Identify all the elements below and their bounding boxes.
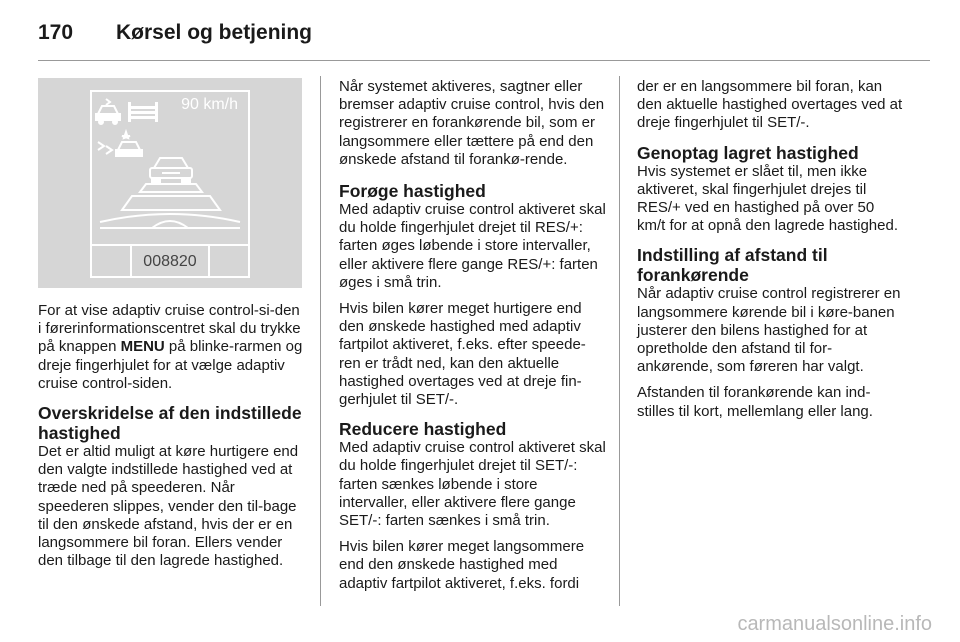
page-header <box>38 16 312 50</box>
menu-button-label: MENU <box>120 338 165 356</box>
vehicle-ahead-icon <box>96 99 120 124</box>
heading-decrease-speed: Reducere hastighed <box>339 419 507 440</box>
column-1 <box>38 78 306 578</box>
page-number: 170 <box>38 21 74 44</box>
distance-zone-icon <box>122 184 220 210</box>
column-divider <box>619 76 620 606</box>
heading-increase-speed: Forøge hastighed <box>339 181 486 202</box>
heading-distance-setting: Indstilling af afstand til forankørende <box>637 245 828 286</box>
column-2 <box>339 78 607 601</box>
lead-car-icon <box>150 158 192 184</box>
heading-resume-speed: Genoptag lagret hastighed <box>637 142 859 163</box>
decrease-paragraph-1: Med adaptiv cruise control aktiveret skal du holde fingerhjulet drejet til SET/-: farten sænkes løbende i store intervaller, eller aktivere flere gange SET/-: farten sænkes i små trin. <box>339 439 606 530</box>
intro-text-end: på blinke-rarmen og dreje fingerhjulet for at vælge adaptiv cruise control-siden. <box>38 338 303 392</box>
distance-paragraph-1: Når adaptiv cruise control registrerer en langsommere kørende bil i køre-banen justerer den bilens hastighed for at opretholde den afstand til for-ankørende, som føreren har valgt. <box>637 285 901 376</box>
distance-paragraph-2: Afstanden til forankørende kan ind-stilles til kort, mellemlang eller lang. <box>637 384 873 420</box>
increase-paragraph-2: Hvis bilen kører meget hurtigere end den ønskede hastighed med adaptiv fartpilot aktiveret, f.eks. efter speede-ren er trådt ned, kan den aktuelle hastighed overtages ved at dreje fin-gerhjulet til SET/-. <box>339 300 586 409</box>
distance-bars-icon <box>128 102 158 122</box>
decrease-paragraph-2: Hvis bilen kører meget langsommere end den ønskede hastighed med adaptiv fartpilot aktiveret, f.eks. fordi <box>339 538 585 592</box>
continued-paragraph: der er en langsommere bil foran, kan den aktuelle hastighed overtages ved at dreje fingerhjulet til SET/-. <box>637 78 903 132</box>
resume-paragraph: Hvis systemet er slået til, men ikke aktiveret, skal fingerhjulet drejes til RES/+ ved en hastighed på over 50 km/t for at opnå den lagrede hastighed. <box>637 162 899 235</box>
intro-paragraph <box>38 302 306 393</box>
intro-text: For at vise adaptiv cruise control-si-den i førerinformationscentret skal du trykke på knappen <box>38 302 301 356</box>
increase-paragraph-1: Med adaptiv cruise control aktiveret skal du holde fingerhjulet drejet til RES/+: farten øges løbende i store intervaller, eller aktivere flere gange RES/+: farten øges i små trin. <box>339 201 606 291</box>
column-3 <box>637 78 905 429</box>
acc-display-graphic <box>92 92 248 242</box>
set-speed-readout: 90 km/h <box>181 96 238 113</box>
header-divider <box>38 60 930 61</box>
driver-info-display <box>90 90 250 278</box>
odometer-readout: 008820 <box>143 252 197 270</box>
heading-override-speed: Overskridelse af den indstillede hastighed <box>38 403 302 444</box>
acc-display-figure <box>38 78 302 288</box>
chapter-title: Kørsel og betjening <box>116 21 313 44</box>
watermark: carmanualsonline.info <box>737 613 932 635</box>
cruise-active-icon <box>98 132 142 156</box>
own-vehicle-hood-icon <box>100 214 240 228</box>
column-divider <box>320 76 321 606</box>
override-paragraph: Det er altid muligt at køre hurtigere end den valgte indstillede hastighed ved at træde ned på speederen. Når speederen slippes, vender den til-bage til den ønskede afstand, hvis der er en langsommere bil foran. Ellers vender den tilbage til den lagrede hastighed. <box>38 443 299 570</box>
activation-paragraph: Når systemet aktiveres, sagtner eller bremser adaptiv cruise control, hvis den registrerer en forankørende bil, som er langsommere eller tættere på end den ønskede afstand til forankø-rende. <box>339 78 605 168</box>
